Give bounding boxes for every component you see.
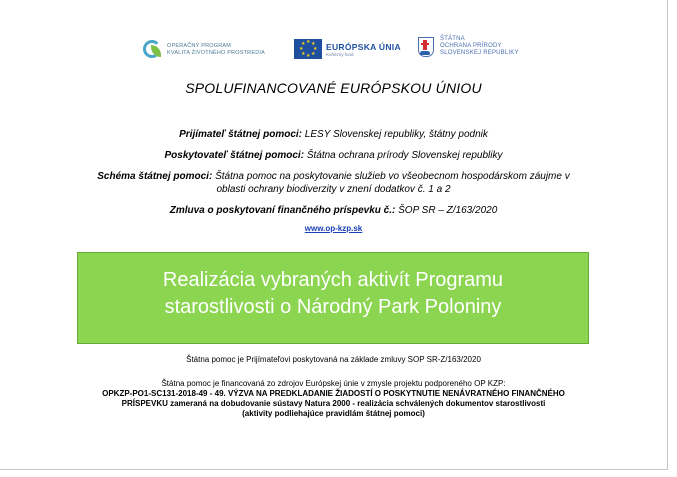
footer-funding-note: Štátna pomoc je financovaná zo zdrojov Európskej únie v zmysle projektu podporeného OP KZP: <box>161 379 506 388</box>
recipient-line <box>0 128 667 141</box>
leaf-swirl-icon <box>143 40 163 60</box>
scheme-line <box>0 170 667 196</box>
project-title-box <box>77 252 589 344</box>
footer-call-line1: OPKZP-PO1-SC131-2018-49 - 49. VÝZVA NA PREDKLADANIE ŽIADOSTÍ O POSKYTNUTIE NENÁVRATNÉHO FINANČNÉHO <box>102 389 565 398</box>
project-title-line1: Realizácia vybraných aktivít Programu <box>162 269 504 291</box>
opkzp-logo <box>143 40 265 60</box>
recipient-label: Prijímateľ štátnej pomoci: <box>179 129 303 140</box>
scheme-value-1: Štátna pomoc na poskytovanie služieb vo všeobecnom hospodárskom záujme v <box>215 171 570 182</box>
sop-line1: ŠTÁTNA <box>440 36 465 42</box>
footer-call-details <box>0 389 667 419</box>
opkzp-line1: OPERAČNÝ PROGRAM <box>167 43 232 49</box>
sop-line2: OCHRANA PRÍRODY <box>440 43 502 49</box>
eu-title: EURÓPSKA ÚNIA <box>326 41 401 52</box>
logos-row <box>0 36 667 70</box>
project-title-line2: starostlivosti o Národný Park Poloniny <box>164 296 502 318</box>
eu-logo <box>294 39 401 59</box>
contract-line <box>0 204 667 217</box>
footer-call-line2: PRÍSPEVKU zameraná na dobudovanie sústavy Natura 2000 - realizácia schválených dokumentov starostlivosti <box>121 399 546 408</box>
provider-label: Poskytovateľ štátnej pomoci: <box>164 150 305 161</box>
website-link[interactable]: www.op-kzp.sk <box>304 224 363 233</box>
footer-call-line3: (aktivity podliehajúce pravidlám štátnej pomoci) <box>242 409 425 418</box>
eu-flag-icon: ★ ★ ★ ★ ★ ★ ★ ★ <box>294 39 322 59</box>
provider-value: Štátna ochrana prírody Slovenskej republiky <box>306 150 503 161</box>
sop-logo <box>418 36 519 57</box>
contract-label: Zmluva o poskytovaní finančného príspevku č.: <box>169 205 396 216</box>
opkzp-line2: KVALITA ŽIVOTNÉHO PROSTREDIA <box>167 50 265 56</box>
footer-contract-note: Štátna pomoc je Prijímateľovi poskytovaná na základe zmluvy SOP SR-Z/163/2020 <box>186 355 481 364</box>
provider-line <box>0 149 667 162</box>
scheme-label: Schéma štátnej pomoci: <box>97 171 213 182</box>
slovak-emblem-icon <box>418 37 434 57</box>
recipient-value: LESY Slovenskej republiky, štátny podnik <box>304 129 488 140</box>
contract-value: ŠOP SR – Z/163/2020 <box>398 205 498 216</box>
eu-subtitle: Kohézny fond <box>326 51 354 57</box>
scheme-value-2: oblasti ochrany biodiverzity v znení dodatkov č. 1 a 2 <box>216 184 451 195</box>
sop-line3: SLOVENSKEJ REPUBLIKY <box>440 50 519 56</box>
cofinanced-heading: SPOLUFINANCOVANÉ EURÓPSKOU ÚNIOU <box>185 80 482 96</box>
